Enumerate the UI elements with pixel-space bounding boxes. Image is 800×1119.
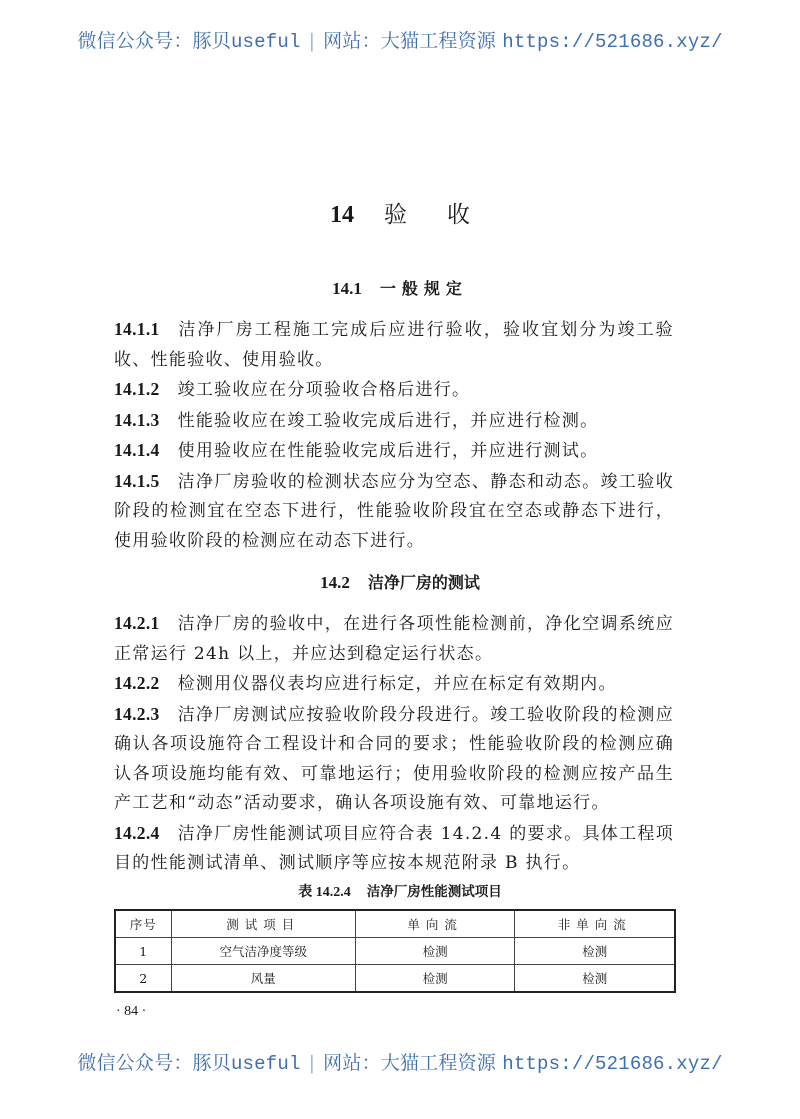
header-unidirectional-flow: 单向流 [355,910,515,938]
section-title-14-1 [0,276,800,299]
cell-test-item: 风量 [171,965,355,993]
watermark-wechat-label: 微信公众号：豚贝 [77,30,231,52]
watermark-site-label: 网站：大猫工程资源 [323,30,496,52]
table-header-row [115,910,675,938]
clause-text: 洁净厂房的验收中，在进行各项性能检测前，净化空调系统应正常运行 24h 以上，并应达到稳定运行状态。 [114,614,674,664]
page-number: · 84 · [116,1004,147,1019]
cell-unidirectional: 检测 [355,965,515,993]
watermark-site-label: 网站：大猫工程资源 [323,1052,496,1074]
clause-number: 14.1.4 [114,440,160,460]
clause-14-1-4 [114,436,674,467]
section-2-body [114,609,674,879]
chapter-number: 14 [330,202,354,228]
table-row [115,938,675,965]
cell-non-unidirectional: 检测 [515,938,675,965]
header-test-item: 测试项目 [171,910,355,938]
cell-non-unidirectional: 检测 [515,965,675,993]
table-title: 洁净厂房性能测试项目 [366,884,502,900]
clause-14-2-1 [114,609,674,669]
table-number: 表 14.2.4 [298,885,351,900]
chapter-title-char-1: 验 [384,202,407,228]
cell-unidirectional: 检测 [355,938,515,965]
watermark-separator: | [308,1052,316,1074]
clause-14-2-4 [114,819,674,879]
watermark-top [0,26,800,53]
section-1-body [114,315,674,556]
clause-14-1-2 [114,375,674,406]
clause-14-1-1 [114,315,674,375]
table-row [115,965,675,993]
clause-text: 洁净厂房性能测试项目应符合表 14.2.4 的要求。具体工程项目的性能测试清单、测试顺序等应按本规范附录 B 执行。 [114,823,674,873]
cell-index: 2 [115,965,171,993]
chapter-title-char-2: 收 [447,202,470,228]
clause-text: 竣工验收应在分项验收合格后进行。 [177,380,471,400]
cell-test-item: 空气洁净度等级 [171,938,355,965]
header-index: 序号 [115,910,171,938]
clause-number: 14.2.4 [114,822,160,843]
section-number: 14.2 [320,573,350,592]
section-heading: 一般规定 [379,279,468,298]
section-heading: 洁净厂房的测试 [367,573,480,592]
watermark-site-url[interactable]: https://521686.xyz/ [502,1053,723,1075]
clause-number: 14.2.2 [114,673,160,693]
watermark-wechat-label: 微信公众号：豚贝 [77,1052,231,1074]
clause-14-2-3 [114,700,674,819]
watermark-wechat-name: useful [230,1053,301,1075]
performance-test-table [114,909,676,993]
clause-text: 使用验收应在性能验收完成后进行，并应进行测试。 [177,441,599,461]
clause-number: 14.1.1 [114,319,160,339]
clause-14-2-2 [114,669,674,700]
header-non-unidirectional-flow: 非单向流 [515,910,675,938]
clause-number: 14.1.5 [114,470,160,491]
cell-index: 1 [115,938,171,965]
clause-number: 14.2.1 [114,613,160,633]
section-number: 14.1 [332,279,362,298]
clause-text: 洁净厂房验收的检测状态应分为空态、静态和动态。竣工验收阶段的检测宜在空态下进行，性能验收阶段宜在空态或静态下进行，使用验收阶段的检测应在动态下进行。 [114,471,674,551]
section-title-14-2 [0,570,800,593]
clause-text: 性能验收应在竣工验收完成后进行，并应进行检测。 [177,410,599,431]
chapter-title [0,196,800,229]
clause-number: 14.2.3 [114,703,160,724]
watermark-bottom [0,1048,800,1075]
clause-14-1-5 [114,467,674,557]
clause-text: 洁净厂房测试应按验收阶段分段进行。竣工验收阶段的检测应确认各项设施符合工程设计和合同的要求；性能验收阶段的检测应确认各项设施均能有效、可靠地运行；使用验收阶段的检测应按产品生产工艺和“动态”活动要求，确认各项设施有效、可靠地运行。 [114,704,674,813]
clause-14-1-3 [114,406,674,437]
clause-text: 洁净厂房工程施工完成后应进行验收，验收宜划分为竣工验收、性能验收、使用验收。 [114,320,674,370]
clause-text: 检测用仪器仪表均应进行标定，并应在标定有效期内。 [177,674,617,694]
clause-number: 14.1.3 [114,409,160,430]
watermark-site-url[interactable]: https://521686.xyz/ [502,31,723,53]
watermark-separator: | [308,30,316,52]
clause-number: 14.1.2 [114,379,160,399]
watermark-wechat-name: useful [230,31,301,53]
table-caption [0,880,800,901]
